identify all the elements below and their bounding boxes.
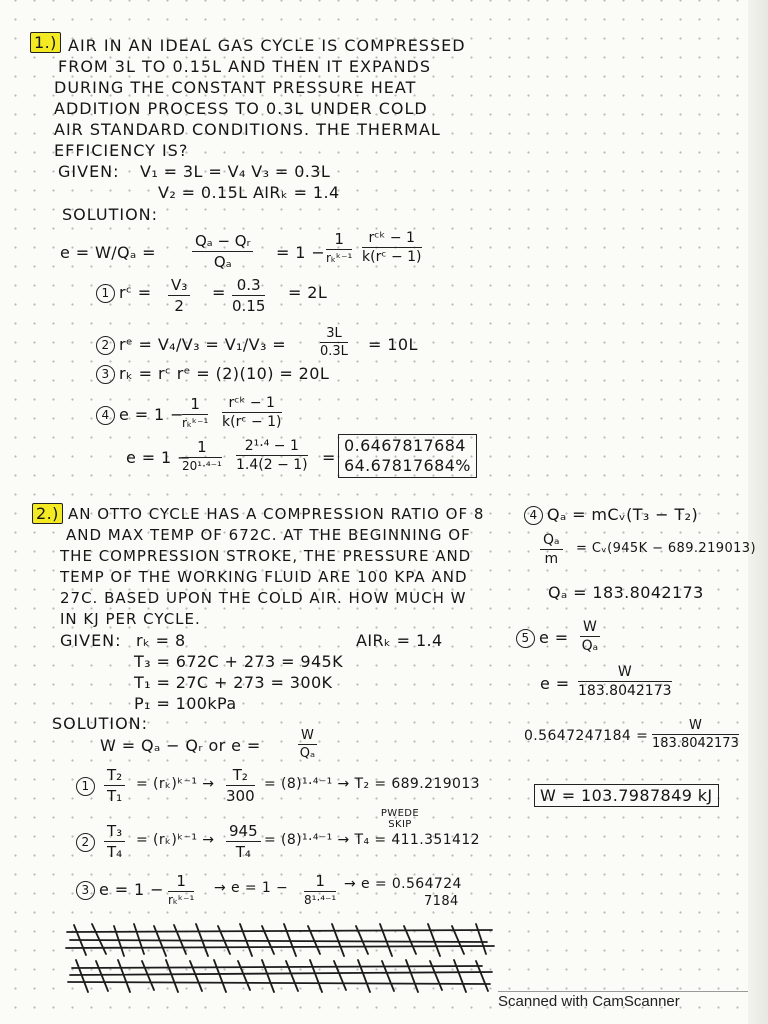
p2-step-1-mid: = (rₖ)ᵏ⁻¹ → bbox=[136, 776, 215, 792]
p2-step-3-frac2-num: 1 bbox=[304, 872, 336, 892]
p2-right-step-5-lhs: e = bbox=[539, 628, 569, 647]
problem-1-line-1: AIR IN AN IDEAL GAS CYCLE IS COMPRESSED bbox=[68, 36, 466, 55]
p2-right-solve-frac bbox=[652, 718, 739, 751]
p1-step-2-frac bbox=[320, 326, 348, 359]
p2-work-eq-frac-num: W bbox=[298, 728, 317, 745]
p1-step-4-frac1 bbox=[182, 395, 208, 430]
p1-step-2-frac-num: 3L bbox=[320, 326, 348, 343]
problem-2-given-t3: T₃ = 672C + 273 = 945K bbox=[134, 652, 344, 671]
p2-step-1-frac1-num: T₂ bbox=[104, 766, 125, 786]
p2-step-2-frac2 bbox=[226, 822, 261, 861]
p2-right-step-4-frac-den: m bbox=[544, 551, 559, 567]
problem-1-given-2: V₂ = 0.15L AIRₖ = 1.4 bbox=[158, 183, 340, 202]
p2-step-1-frac1 bbox=[104, 766, 125, 805]
problem-2-line-3: THE COMPRESSION STROKE, THE PRESSURE AND bbox=[60, 547, 472, 565]
p2-step-2-frac1-den: T₄ bbox=[107, 843, 123, 861]
p2-right-e-frac-den: 183.8042173 bbox=[578, 683, 672, 699]
p2-step-3-frac2 bbox=[304, 872, 336, 907]
problem-1-number: 1.) bbox=[30, 32, 61, 53]
p2-step-3-frac1-den: rₖᵏ⁻¹ bbox=[168, 893, 195, 907]
p2-step-3 bbox=[76, 880, 164, 900]
scanner-watermark: Scanned with CamScanner bbox=[498, 993, 680, 1010]
p2-step-1-frac2-num: T₂ bbox=[226, 766, 255, 786]
p1-eq-main-frac2 bbox=[362, 230, 422, 265]
p1-step-1-frac2 bbox=[232, 276, 265, 315]
p1-step-5-frac2-den: 1.4(2 − 1) bbox=[236, 457, 308, 473]
p1-eq-main-frac1-num: 1 bbox=[326, 230, 352, 250]
p2-right-step-4-frac-num: Qₐ bbox=[540, 532, 563, 550]
p2-step-2-number bbox=[76, 832, 99, 852]
p1-step-1-number: 1 bbox=[96, 284, 115, 303]
p1-answer-decimal: 0.6467817684 bbox=[344, 436, 466, 455]
p1-step-1-frac1-num: V₃ bbox=[168, 276, 190, 296]
problem-2-number: 2.) bbox=[32, 503, 63, 524]
p1-step-4 bbox=[96, 405, 184, 425]
problem-2-solution-label: SOLUTION: bbox=[52, 714, 149, 733]
p1-step-4-lhs: e = 1 − bbox=[119, 405, 184, 424]
p2-right-step-4-circle: 4 bbox=[524, 506, 543, 525]
p2-step-2-frac2-num: 945 bbox=[226, 822, 261, 842]
problem-2-given-t1: T₁ = 27C + 273 = 300K bbox=[134, 673, 333, 692]
p2-work-eq: W = Qₐ − Qᵣ or e = bbox=[100, 736, 261, 755]
p1-step-5-frac1-num: 1 bbox=[182, 438, 222, 458]
crossed-out-work bbox=[62, 920, 502, 995]
p2-right-e-eq: e = bbox=[540, 674, 570, 693]
p1-step-2-result: = 10L bbox=[368, 335, 418, 354]
p2-step-2-frac1-num: T₃ bbox=[104, 822, 125, 842]
p1-step-1-eq: = bbox=[212, 283, 226, 302]
problem-2-given-label: GIVEN: bbox=[60, 631, 122, 650]
p1-eq-main-frac2-num: rᶜᵏ − 1 bbox=[362, 230, 422, 248]
p2-right-step-4-eq: Qₐ = mCᵥ(T₃ − T₂) bbox=[547, 505, 699, 524]
p1-step-5-frac2 bbox=[236, 438, 308, 473]
problem-1-given-1: V₁ = 3L = V₄ V₃ = 0.3L bbox=[140, 162, 331, 181]
p1-eq-main-lhs: e = W/Qₐ = bbox=[60, 243, 156, 262]
p1-step-4-frac1-den: rₖᵏ⁻¹ bbox=[182, 416, 209, 430]
p2-right-solve-lhs: 0.5647247184 = bbox=[524, 728, 649, 744]
p2-work-eq-frac bbox=[298, 728, 317, 761]
p1-step-5-frac2-num: 2¹·⁴ − 1 bbox=[236, 438, 308, 456]
p1-step-4-number: 4 bbox=[96, 406, 115, 425]
p2-right-step-5-frac-num: W bbox=[580, 619, 600, 637]
p2-step-3-result-cont: 7184 bbox=[424, 894, 459, 909]
p2-right-e-frac bbox=[578, 664, 672, 699]
p1-step-3 bbox=[96, 364, 329, 384]
p1-eq-main-frac2-den: k(rᶜ − 1) bbox=[362, 249, 422, 265]
p1-step-4-frac1-num: 1 bbox=[182, 395, 208, 415]
p2-right-step-5 bbox=[516, 628, 569, 648]
problem-2-line-1: AN OTTO CYCLE HAS A COMPRESSION RATIO OF 8 bbox=[68, 505, 485, 523]
p2-step-3-lhs: e = 1 − bbox=[99, 880, 164, 899]
p2-step-2-result: = (8)¹·⁴⁻¹ → T₄ = 411.351412 bbox=[264, 832, 480, 848]
p2-note-skip: PWEDE SKIP bbox=[380, 808, 420, 830]
p1-step-3-number: 3 bbox=[96, 365, 115, 384]
p1-step-2-frac-den: 0.3L bbox=[320, 344, 348, 359]
p1-step-1-result: = 2L bbox=[288, 283, 328, 302]
p2-right-qa-value: Qₐ = 183.8042173 bbox=[548, 583, 704, 602]
problem-1-solution-label: SOLUTION: bbox=[62, 205, 159, 224]
problem-1-line-2: FROM 3L TO 0.15L AND THEN IT EXPANDS bbox=[58, 57, 432, 76]
p1-step-1-frac1 bbox=[168, 276, 190, 315]
p1-step-5-frac1 bbox=[182, 438, 222, 473]
p2-right-e-frac-num: W bbox=[578, 664, 672, 682]
p1-step-5-frac1-den: 20¹·⁴⁻¹ bbox=[182, 459, 222, 473]
p1-step-1-lhs: rᶜ = bbox=[119, 283, 152, 302]
p1-step-1-frac1-den: 2 bbox=[174, 297, 184, 315]
footer-rule bbox=[498, 991, 748, 992]
problem-2-line-6: IN KJ PER CYCLE. bbox=[60, 610, 201, 628]
problem-2-given-p1: P₁ = 100kPa bbox=[134, 694, 237, 713]
p1-answer-box bbox=[338, 434, 477, 478]
p2-step-1-frac1-den: T₁ bbox=[107, 787, 123, 805]
p1-eq-main-frac1-den: rₖᵏ⁻¹ bbox=[326, 251, 353, 265]
p2-step-2-frac1 bbox=[104, 822, 125, 861]
problem-1-line-5: AIR STANDARD CONDITIONS. THE THERMAL bbox=[54, 120, 441, 139]
p1-step-4-frac2 bbox=[222, 395, 282, 430]
p2-answer-box: W = 103.7987849 kJ bbox=[534, 784, 719, 807]
p2-step-1-frac2-den: 300 bbox=[226, 787, 255, 805]
p2-right-step-5-frac-den: Qₐ bbox=[581, 638, 599, 654]
p1-step-1-frac2-num: 0.3 bbox=[232, 276, 265, 296]
p2-step-2-circle: 2 bbox=[76, 833, 95, 852]
p2-right-step-4-sub: = Cᵥ(945K − 689.219013) bbox=[576, 541, 756, 556]
problem-2-line-5: 27C. BASED UPON THE COLD AIR. HOW MUCH W bbox=[60, 589, 467, 607]
p1-eq-main-frac1 bbox=[326, 230, 352, 265]
p2-step-1-frac2 bbox=[226, 766, 255, 805]
p1-eq-main-mid: = 1 − bbox=[276, 243, 326, 262]
p2-right-step-4 bbox=[524, 505, 698, 525]
p2-step-3-frac1-num: 1 bbox=[168, 872, 194, 892]
p2-right-solve-frac-num: W bbox=[652, 718, 739, 735]
p1-step-1 bbox=[96, 283, 152, 303]
p1-answer-percent: 64.67817684% bbox=[344, 456, 471, 475]
problem-2-line-4: TEMP OF THE WORKING FLUID ARE 100 KPA AND bbox=[60, 568, 468, 586]
problem-1-given-label: GIVEN: bbox=[58, 162, 120, 181]
problem-2-given-air: AIRₖ = 1.4 bbox=[356, 631, 443, 650]
p1-step-1-frac2-den: 0.15 bbox=[232, 297, 266, 315]
p2-step-3-frac1 bbox=[168, 872, 194, 907]
p2-step-3-mid: → e = 1 − bbox=[214, 880, 289, 896]
p1-step-4-frac2-num: rᶜᵏ − 1 bbox=[222, 395, 282, 413]
p1-step-5-equals: = bbox=[322, 448, 336, 467]
p1-eq-main-fraction bbox=[192, 232, 253, 271]
problem-1-line-4: ADDITION PROCESS TO 0.3L UNDER COLD bbox=[54, 99, 428, 118]
p2-step-1-circle: 1 bbox=[76, 777, 95, 796]
p2-step-3-frac2-den: 8¹·⁴⁻¹ bbox=[304, 893, 337, 907]
p2-right-step-5-frac bbox=[580, 619, 600, 654]
p2-right-step-4-frac bbox=[540, 532, 563, 567]
p2-right-step-5-circle: 5 bbox=[516, 629, 535, 648]
p2-right-solve-frac-den: 183.8042173 bbox=[652, 736, 739, 751]
p2-step-1-result: = (8)¹·⁴⁻¹ → T₂ = 689.219013 bbox=[264, 776, 480, 792]
p1-step-3-text: rₖ = rᶜ rᵉ = (2)(10) = 20L bbox=[119, 364, 330, 383]
p1-step-2 bbox=[96, 335, 286, 355]
p2-step-1-number bbox=[76, 776, 99, 796]
p2-step-3-result: → e = 0.564724 bbox=[344, 876, 462, 892]
p1-eq-main-denominator: Qₐ bbox=[213, 253, 232, 271]
p2-step-3-circle: 3 bbox=[76, 881, 95, 900]
problem-2-line-2: AND MAX TEMP OF 672C. AT THE BEGINNING OF bbox=[66, 526, 471, 544]
problem-2-given-rk: rₖ = 8 bbox=[136, 631, 186, 650]
problem-1-line-3: DURING THE CONSTANT PRESSURE HEAT bbox=[54, 78, 417, 97]
p2-step-2-mid: = (rₖ)ᵏ⁻¹ → bbox=[136, 832, 215, 848]
p1-eq-main-numerator: Qₐ − Qᵣ bbox=[192, 232, 253, 252]
p2-step-2-frac2-den: T₄ bbox=[235, 843, 251, 861]
p1-step-2-text: rᵉ = V₄/V₃ = V₁/V₃ = bbox=[119, 335, 287, 354]
p1-step-5-lhs: e = 1 − bbox=[126, 448, 191, 467]
p2-work-eq-frac-den: Qₐ bbox=[299, 746, 316, 761]
page-edge bbox=[748, 0, 768, 1024]
p1-step-2-number: 2 bbox=[96, 336, 115, 355]
problem-1-line-6: EFFICIENCY IS? bbox=[54, 141, 189, 160]
p1-step-4-frac2-den: k(rᶜ − 1) bbox=[222, 414, 282, 430]
